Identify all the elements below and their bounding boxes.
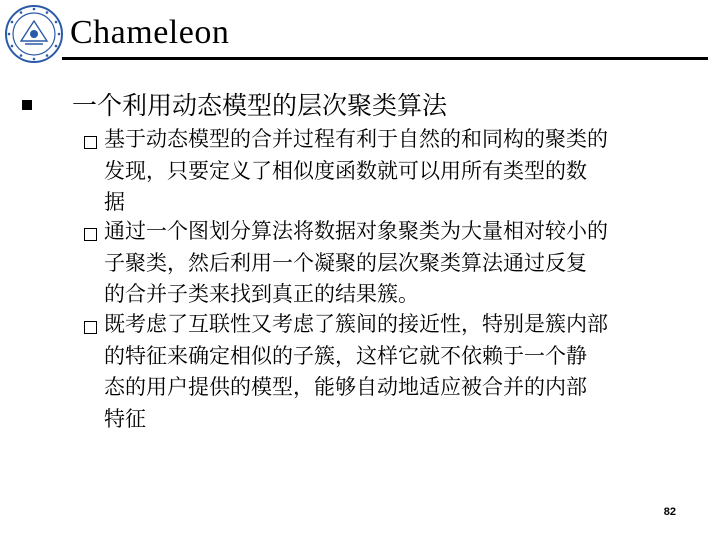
- list-item-line: 的合并子类来找到真正的结果簇。: [104, 282, 419, 306]
- main-heading: 一个利用动态模型的层次聚类算法: [72, 91, 448, 120]
- list-item-line: 的特征来确定相似的子簇，这样它就不依赖于一个静: [104, 343, 587, 368]
- slide-title: Chameleon: [70, 14, 230, 51]
- title-divider: [62, 57, 708, 60]
- list-item: [84, 216, 694, 311]
- list-item-line: 子聚类，然后利用一个凝聚的层次聚类算法通过反复: [104, 250, 587, 275]
- list-item-line: 基于动态模型的合并过程有利于自然的和同构的聚类的: [104, 127, 608, 151]
- list-item-line: 据: [104, 190, 125, 214]
- list-item: [84, 309, 694, 435]
- list-item-line: 态的用户提供的模型，能够自动地适应被合并的内部: [104, 375, 587, 399]
- square-bullet-icon: [22, 100, 32, 110]
- list-item-line: 既考虑了互联性又考虑了簇间的接近性，特别是簇内部: [104, 312, 608, 336]
- university-seal-icon: [4, 4, 64, 64]
- list-item: [84, 124, 694, 219]
- list-item-line: 通过一个图划分算法将数据对象聚类为大量相对较小的: [104, 219, 608, 243]
- list-item-line: 发现，只要定义了相似度函数就可以用所有类型的数: [104, 158, 587, 183]
- list-item-line: 特征: [104, 406, 146, 431]
- page-number: 82: [663, 506, 676, 518]
